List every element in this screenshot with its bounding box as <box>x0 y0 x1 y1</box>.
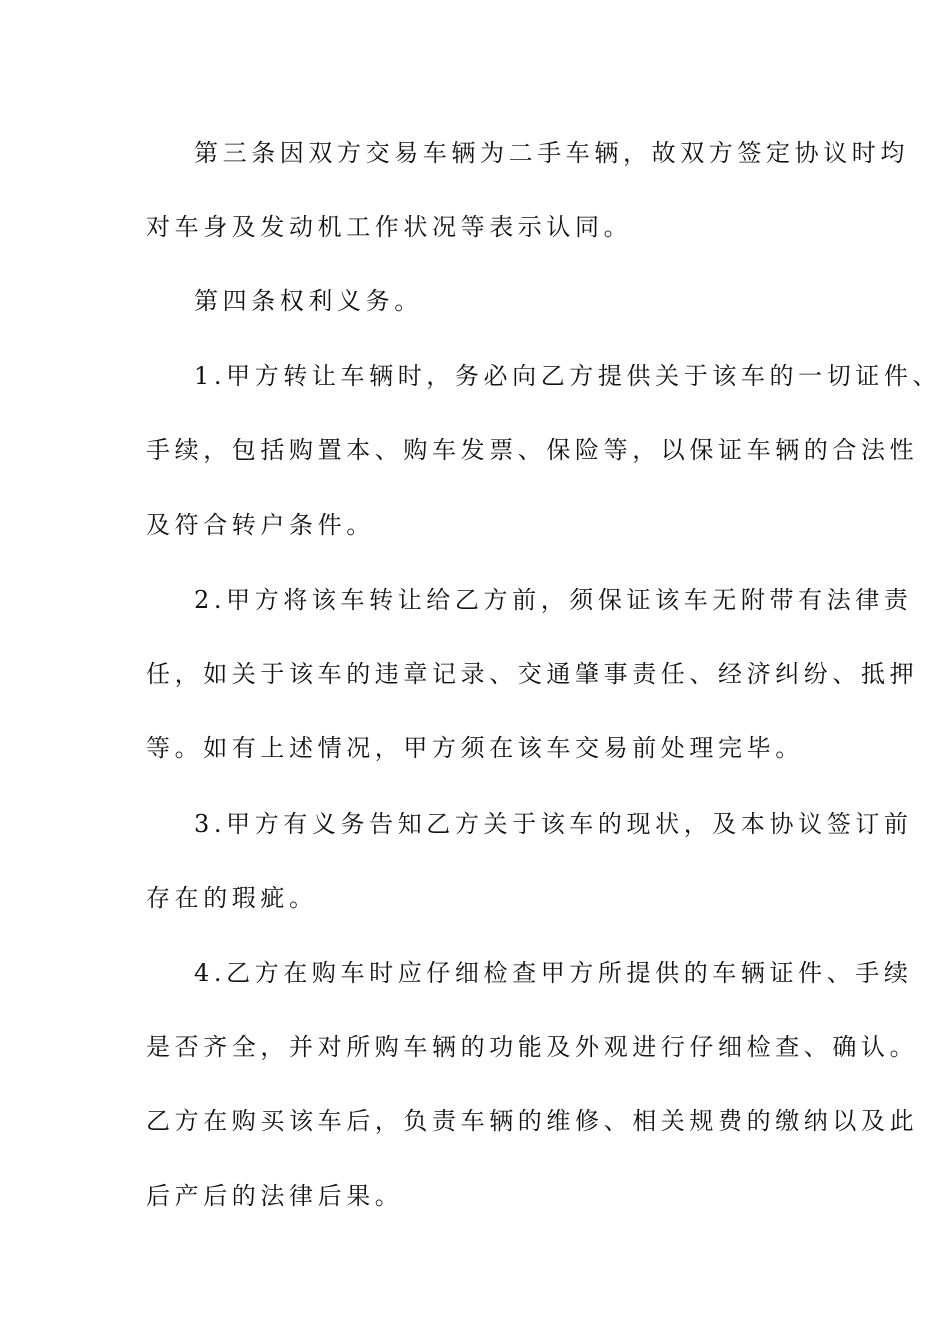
paragraph-line: 是否齐全，并对所购车辆的功能及外观进行仔细检查、确认。 <box>146 1033 919 1061</box>
paragraph-line: 手续，包括购置本、购车发票、保险等，以保证车辆的合法性 <box>146 436 919 464</box>
paragraph-line: 后产后的法律后果。 <box>146 1182 404 1210</box>
paragraph-line: 等。如有上述情况，甲方须在该车交易前处理完毕。 <box>146 734 804 762</box>
paragraph-line: 存在的瑕疵。 <box>146 884 318 912</box>
paragraph-line: 乙方在购买该车后，负责车辆的维修、相关规费的缴纳以及此 <box>146 1107 919 1135</box>
paragraph-line: 对车身及发动机工作状况等表示认同。 <box>146 213 633 241</box>
paragraph-line: 1.甲方转让车辆时，务必向乙方提供关于该车的一切证件、 <box>194 362 942 390</box>
section-heading: 第四条权利义务。 <box>194 287 423 315</box>
paragraph-line: 2.甲方将该车转让给乙方前，须保证该车无附带有法律责 <box>194 586 913 614</box>
paragraph-line: 第三条因双方交易车辆为二手车辆，故双方签定协议时均 <box>194 139 909 167</box>
paragraph-line: 3.甲方有义务告知乙方关于该车的现状，及本协议签订前 <box>194 810 913 838</box>
paragraph-line: 4.乙方在购车时应仔细检查甲方所提供的车辆证件、手续 <box>194 959 913 987</box>
paragraph-line: 及符合转户条件。 <box>146 511 375 539</box>
paragraph-line: 任，如关于该车的违章记录、交通肇事责任、经济纠纷、抵押 <box>146 660 919 688</box>
